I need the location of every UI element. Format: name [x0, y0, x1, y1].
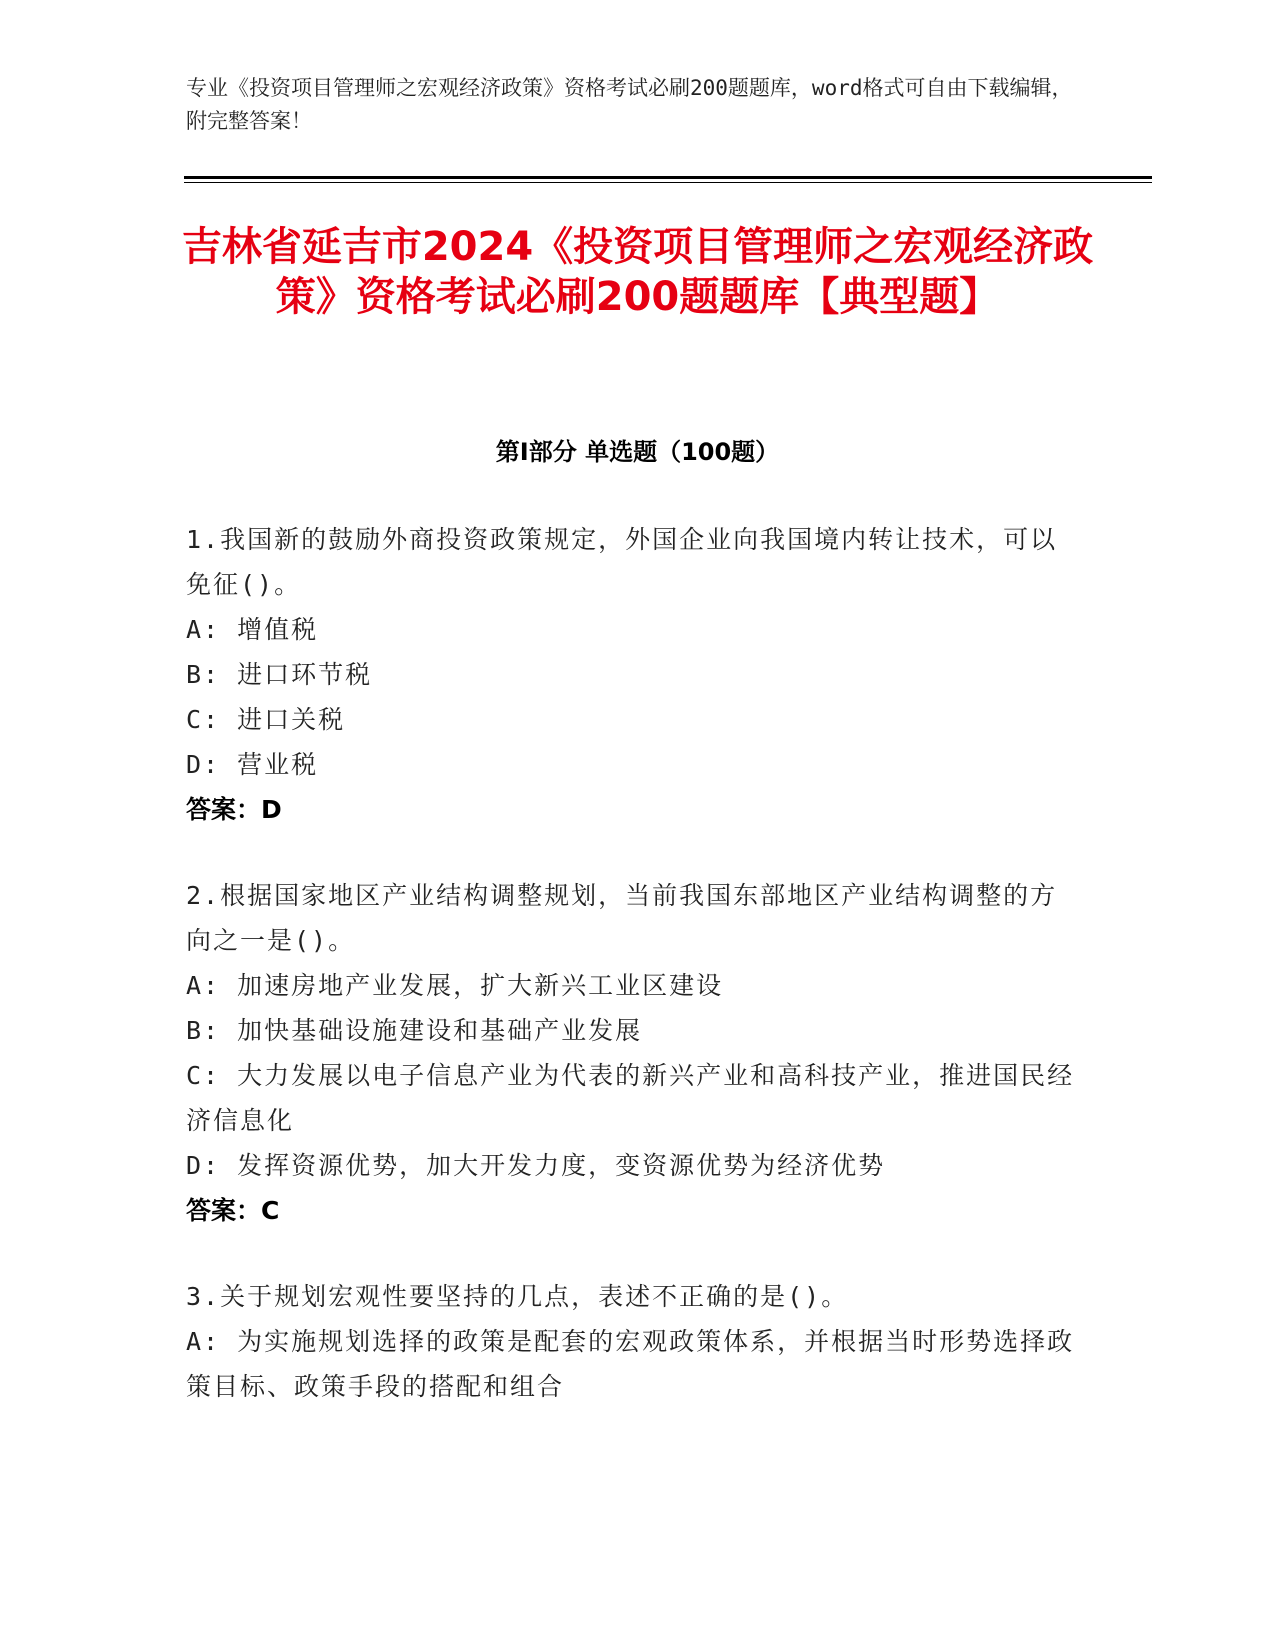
question-1	[186, 517, 1076, 832]
option-c: C: 进口关税	[186, 705, 346, 734]
question-3	[186, 1274, 1076, 1409]
header-note: 专业《投资项目管理师之宏观经济政策》资格考试必刷200题题库，word格式可自由下载编辑，附完整答案！	[186, 76, 1073, 133]
option-b: B: 加快基础设施建设和基础产业发展	[186, 1016, 643, 1045]
option-d: D: 发挥资源优势，加大开发力度，变资源优势为经济优势	[186, 1151, 886, 1180]
option-a: A: 为实施规划选择的政策是配套的宏观政策体系，并根据当时形势选择政策目标、政策手段的搭配和组合	[186, 1327, 1075, 1401]
option-d: D: 营业税	[186, 750, 319, 779]
section-heading: 第Ⅰ部分 单选题（100题）	[495, 438, 780, 466]
question-stem: 3.关于规划宏观性要坚持的几点，表述不正确的是()。	[186, 1282, 849, 1311]
question-stem: 1.我国新的鼓励外商投资政策规定，外国企业向我国境内转让技术，可以免征()。	[186, 525, 1058, 599]
document-title: 吉林省延吉市2024《投资项目管理师之宏观经济政策》资格考试必刷200题题库【典型题】	[181, 224, 1094, 320]
option-a: A: 加速房地产业发展，扩大新兴工业区建设	[186, 971, 724, 1000]
option-c: C: 大力发展以电子信息产业为代表的新兴产业和高科技产业，推进国民经济信息化	[186, 1061, 1075, 1135]
option-a: A: 增值税	[186, 615, 319, 644]
header-divider-thick	[184, 176, 1152, 179]
answer-label: 答案：C	[186, 1196, 280, 1225]
question-2	[186, 873, 1076, 1233]
question-stem: 2.根据国家地区产业结构调整规划，当前我国东部地区产业结构调整的方向之一是()。	[186, 881, 1058, 955]
header-divider-thin	[184, 182, 1152, 183]
question-list	[186, 517, 1076, 1450]
answer-label: 答案：D	[186, 795, 282, 824]
option-b: B: 进口环节税	[186, 660, 373, 689]
